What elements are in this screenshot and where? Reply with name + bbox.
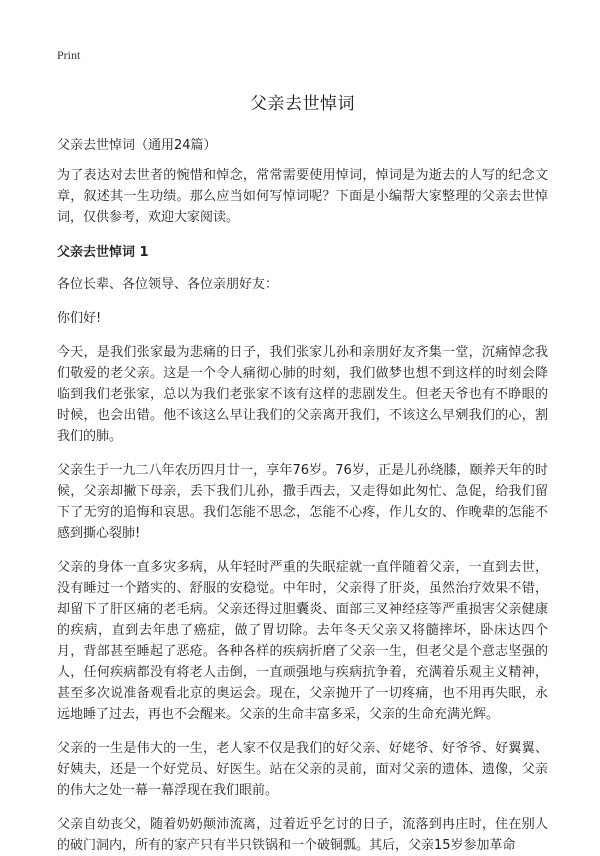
body-paragraph: 父亲生于一九二八年农历四月廿一，享年76岁。76岁，正是儿孙绕膝，颐养天年的时候，父亲却撇下母亲，丢下我们儿孙，撒手西去，又走得如此匆忙、急促，给我们留下了无穷的追悔和哀思。我们怎能不思念，怎能不心疼，作儿女的、作晚辈的怎能不感到撕心裂肺! xyxy=(57,463,548,541)
body-paragraph: 父亲的一生是伟大的一生，老人家不仅是我们的好父亲、好姥爷、好爷爷、好翼翼、好姨夫，还是一个好党员、好医生。站在父亲的灵前，面对父亲的遗体、遗像，父亲的伟大之处一幕一幕浮现在我们眼前。 xyxy=(57,741,548,798)
document-subtitle: 父亲去世悼词（通用24篇） xyxy=(57,138,217,153)
intro-paragraph: 为了表达对去世者的惋惜和悼念，常常需要使用悼词，悼词是为逝去的人写的纪念文章，叙述其一生功绩。那么应当如何写悼词呢？下面是小编帮大家整理的父亲去世悼词，仅供参考，欢迎大家阅读。 xyxy=(57,168,548,225)
hello-line: 你们好! xyxy=(57,311,102,326)
section-heading: 父亲去世悼词 1 xyxy=(57,245,149,260)
body-paragraph: 今天，是我们张家最为悲痛的日子，我们张家儿孙和亲朋好友齐集一堂，沉痛悼念我们敬爱的老父亲。这是一个令人痛彻心肺的时刻，我们做梦也想不到这样的时刻会降临到我们老张家，总以为我们老张家不该有这样的悲剧发生。但老天爷也有不睁眼的时候，也会出错。他不该这么早让我们的父亲离开我们，不该这么早剜我们的心，割我们的肺。 xyxy=(57,345,548,444)
page-title: 父亲去世悼词 xyxy=(250,94,355,114)
print-link[interactable]: Print xyxy=(57,48,81,62)
greeting-line: 各位长辈、各位领导、各位亲朋好友： xyxy=(57,277,279,292)
body-paragraph: 父亲自幼丧父，随着奶奶颠沛流离，过着近乎乞讨的日子，流落到冉庄时，住在别人的破门洞内，所有的家产只有半只铁锅和一个破铜瓢。其后，父亲15岁参加革命 xyxy=(57,817,548,853)
body-paragraph: 父亲的身体一直多灾多病，从年轻时严重的失眠症就一直伴随着父亲，一直到去世，没有睡过一个踏实的、舒服的安稳觉。中年时，父亲得了肝炎，虽然治疗效果不错，却留下了肝区痛的老毛病。父亲还得过胆囊炎、面部三叉神经痉等严重损害父亲健康的疾病，直到去年患了癌症，做了胃切除。去年冬天父亲又将髓摔坏，卧床达四个月，背部甚至睡起了恶疮。各种各样的疾病折磨了父亲一生，但老父是个意志坚强的人，任何疾病都没有将老人击倒，一直顽强地与疾病抗争着，充满着乐观主义精神，甚至多次说准备观看北京的奥运会。现在，父亲抛开了一切疼痛，也不用再失眠，永远地睡了过去，再也不会醒来。父亲的生命丰富多采，父亲的生命充满光辉。 xyxy=(57,560,548,722)
